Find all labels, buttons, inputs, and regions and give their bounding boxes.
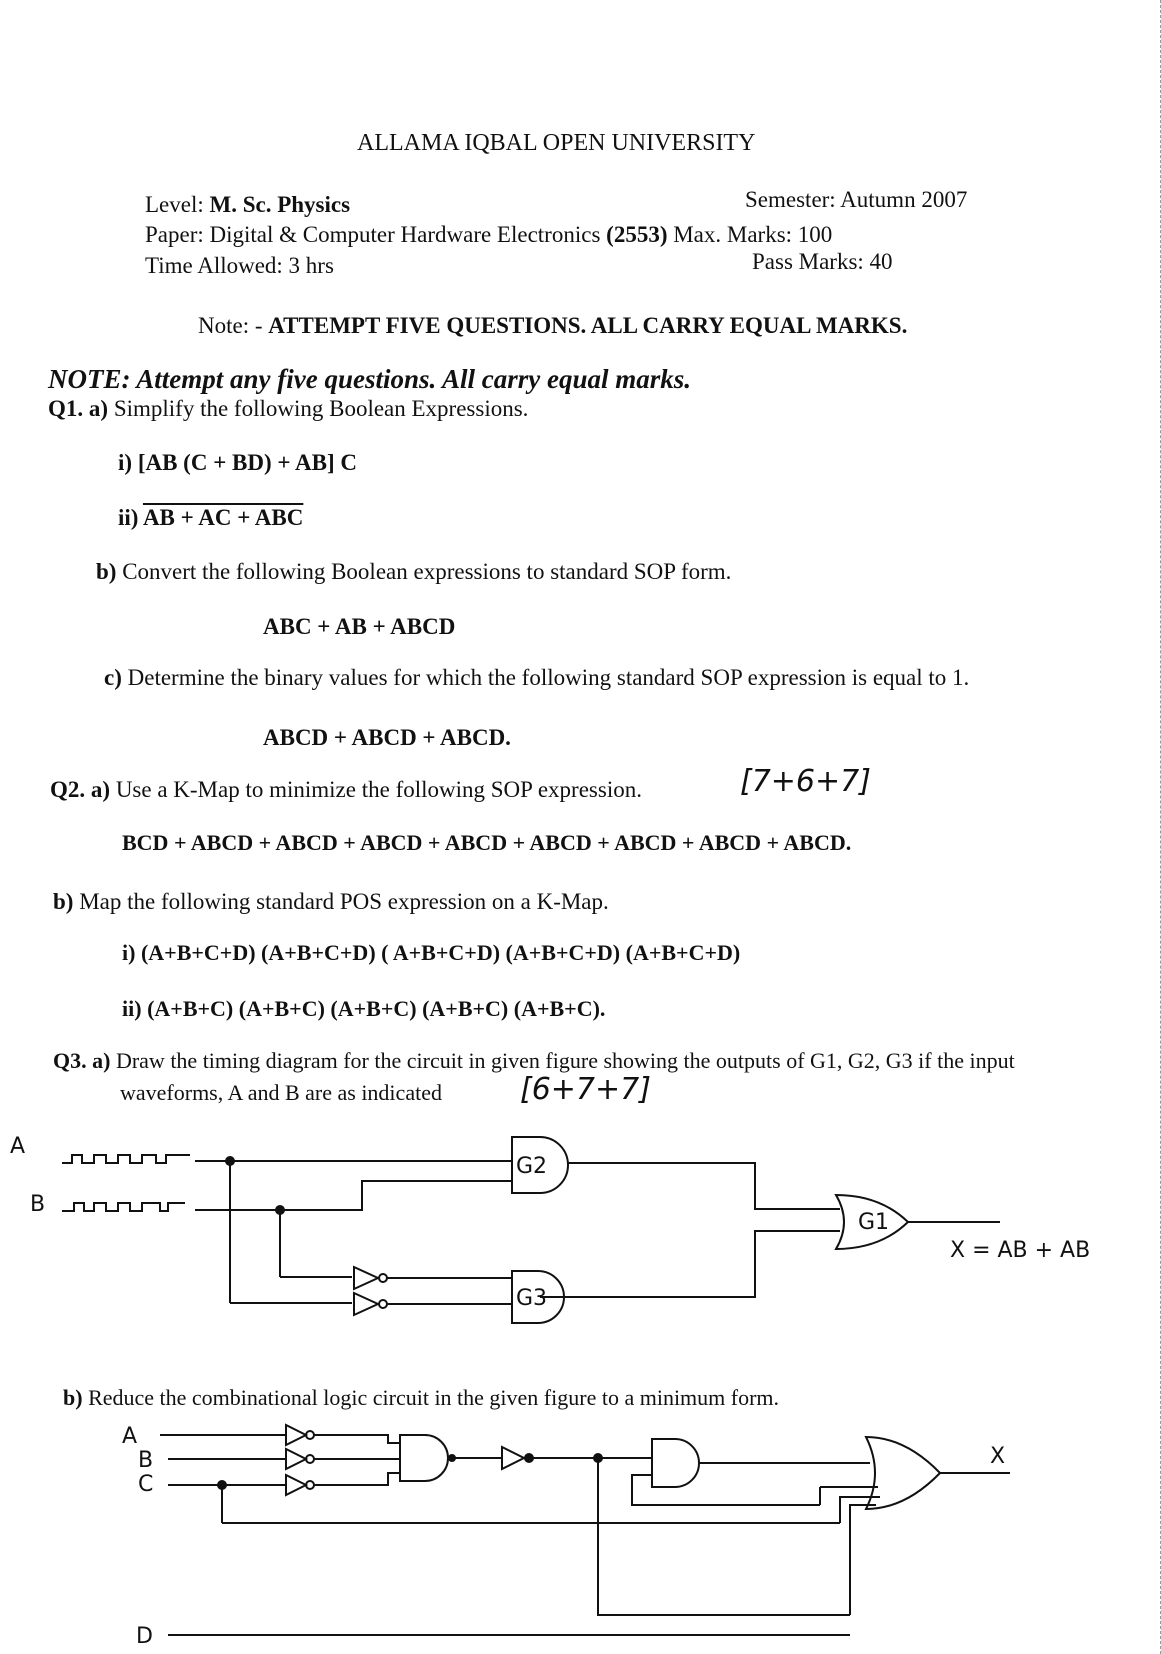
- q1-number: Q1.: [48, 396, 84, 421]
- paper-label: Paper:: [145, 222, 204, 247]
- circuit2-input-a: A: [122, 1424, 138, 1449]
- q1-c-label: c): [104, 665, 122, 690]
- circuit2-input-d: D: [136, 1624, 153, 1649]
- semester: Semester: Autumn 2007: [745, 187, 968, 212]
- note-attempt: NOTE: Attempt any five questions. All carry equal marks.: [48, 364, 691, 394]
- max-marks: Max. Marks: 100: [673, 222, 833, 247]
- q2-b-ii-label: ii): [122, 996, 142, 1021]
- q3-a: [53, 1048, 1015, 1074]
- wire-b-to-g2: [280, 1181, 512, 1210]
- q1-b-label: b): [96, 559, 117, 584]
- wire-abar2: [314, 1435, 400, 1443]
- q1-b: [96, 559, 731, 585]
- university-title: ALLAMA IQBAL OPEN UNIVERSITY: [357, 130, 756, 156]
- q2-b-ii: [122, 996, 605, 1022]
- wire-g3-out: [540, 1231, 840, 1297]
- and-gate-2-icon: [652, 1439, 699, 1487]
- inverter-b-icon: [354, 1267, 378, 1289]
- q2-b-i-label: i): [122, 940, 136, 965]
- note-text: ATTEMPT FIVE QUESTIONS. ALL CARRY EQUAL MARKS.: [268, 313, 908, 338]
- q2-a-expr: BCD + ABCD + ABCD + ABCD + ABCD + ABCD + ABCD + ABCD + ABCD.: [122, 830, 852, 855]
- wire-or-in3: [840, 1497, 880, 1523]
- paper-code: (2553): [606, 222, 668, 247]
- circuit1-input-a: A: [10, 1134, 26, 1159]
- q3-a-label: a): [92, 1048, 111, 1073]
- q1-c-text: Determine the binary values for which the following standard SOP expression is equal to 1.: [127, 665, 970, 690]
- q1-a-ii: [118, 505, 303, 531]
- q2-b-i: [122, 940, 740, 966]
- circuit1-output-expr: X = AB + AB: [950, 1238, 1091, 1263]
- q3-a-text-line1: Draw the timing diagram for the circuit in given figure showing the outputs of G1, G2, G3 if the input: [115, 1048, 1015, 1073]
- q1-a-ii-label: ii): [118, 505, 139, 530]
- circuit-diagram-1: [0, 1125, 1161, 1345]
- q3-b-text: Reduce the combinational logic circuit in the given figure to a minimum form.: [88, 1385, 780, 1410]
- note-line: [198, 313, 907, 339]
- level-value: M. Sc. Physics: [209, 192, 351, 217]
- wire-and2-in2: [632, 1475, 652, 1495]
- waveform-a: [62, 1155, 190, 1163]
- q3-a-text-line2: waveforms, A and B are as indicated: [120, 1080, 442, 1105]
- q1-a: [48, 396, 528, 422]
- q1-a-i-expr: [AB (C + BD) + AB] C: [137, 450, 357, 475]
- circuit2-output: X: [990, 1444, 1006, 1469]
- q3-b-label: b): [63, 1385, 83, 1410]
- q3-marks: [6+7+7]: [520, 1072, 651, 1107]
- circuit2-input-c: C: [138, 1472, 154, 1497]
- pass-marks: Pass Marks: 40: [752, 249, 893, 274]
- q1-b-expr: ABC + AB + ABCD: [263, 614, 456, 639]
- inverter-mid-icon: [502, 1447, 524, 1469]
- q1-a-label: a): [88, 396, 109, 421]
- wire-cbar2: [314, 1473, 400, 1485]
- inverter-b2-icon: [286, 1449, 306, 1469]
- q1-c: [104, 665, 969, 691]
- q3-number: Q3.: [53, 1048, 87, 1073]
- q1-c-expr: ABCD + ABCD + ABCD.: [263, 725, 511, 750]
- inverter-a-icon: [354, 1293, 378, 1315]
- q2-b-label: b): [53, 889, 74, 914]
- circuit2-input-b: B: [138, 1448, 154, 1473]
- q2-a: [50, 777, 642, 803]
- q3-b: [63, 1385, 779, 1411]
- and-gate-1-icon: [400, 1435, 448, 1481]
- gate-g1-label: G1: [858, 1210, 890, 1235]
- q2-a-label: a): [90, 777, 111, 802]
- or-gate-out-icon: [866, 1437, 940, 1509]
- note-prefix: Note: -: [198, 313, 263, 338]
- wire-or-in4: [850, 1505, 876, 1615]
- q2-marks: [7+6+7]: [740, 764, 871, 799]
- time-allowed: Time Allowed: 3 hrs: [145, 253, 334, 278]
- q2-number: Q2.: [50, 777, 86, 802]
- inverter-a2-icon: [286, 1425, 306, 1445]
- paper-line: [145, 222, 832, 248]
- circuit-diagram-2: [0, 1415, 1161, 1650]
- q2-b-i-expr: (A+B+C+D) (A+B+C+D) ( A+B+C+D) (A+B+C+D) (A+B+C+D): [140, 940, 741, 965]
- inverter-bubble: [525, 1454, 533, 1462]
- q1-a-ii-expr: AB + AC + ABC: [142, 505, 304, 530]
- wire-branch: [632, 1495, 820, 1505]
- circuit1-input-b: B: [30, 1192, 46, 1217]
- level-label: Level:: [145, 192, 204, 217]
- wire-mid-down: [598, 1458, 850, 1615]
- q1-a-i-label: i): [118, 450, 133, 475]
- q1-b-text: Convert the following Boolean expressions to standard SOP form.: [122, 559, 732, 584]
- q2-b-text: Map the following standard POS expression on a K-Map.: [79, 889, 609, 914]
- q2-b-ii-expr: (A+B+C) (A+B+C) (A+B+C) (A+B+C) (A+B+C).: [147, 996, 606, 1021]
- level-line: [145, 192, 350, 218]
- paper-name: Digital & Computer Hardware Electronics: [209, 222, 601, 247]
- wire-g2-out: [568, 1163, 840, 1209]
- gate-g3-label: G3: [516, 1286, 548, 1311]
- inverter-c2-icon: [286, 1475, 306, 1495]
- q1-a-i: [118, 450, 357, 476]
- waveform-b: [62, 1203, 185, 1211]
- q2-b: [53, 889, 609, 915]
- gate-g2-label: G2: [516, 1154, 548, 1179]
- q1-a-text: Simplify the following Boolean Expressions.: [113, 396, 529, 421]
- q2-a-text: Use a K-Map to minimize the following SOP expression.: [115, 777, 642, 802]
